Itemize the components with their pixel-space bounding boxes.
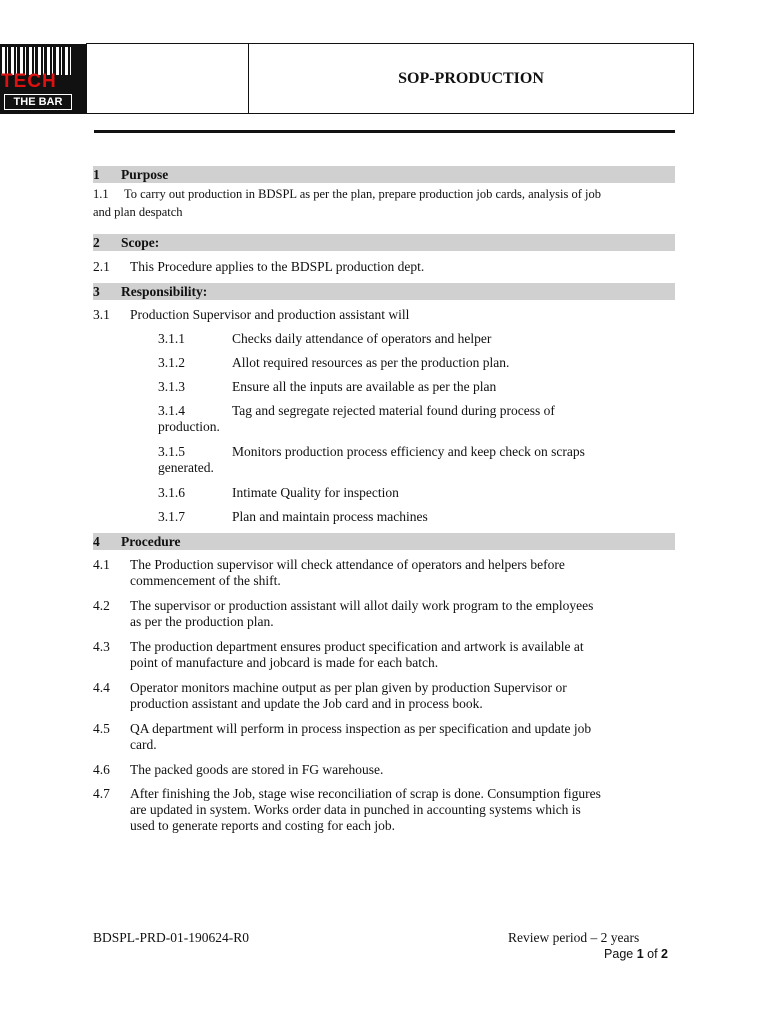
responsibility-item [158,485,678,501]
item-line: are updated in system. Works order data in punched in accounting systems which is [130,802,581,817]
item-line: as per the production plan. [130,614,274,629]
item-number: 1.1 [93,187,109,201]
section-responsibility-heading [93,283,675,300]
item-number: 4.3 [93,639,110,654]
item-number: 4.2 [93,598,110,613]
item-line: The packed goods are stored in FG warehouse. [130,762,384,777]
item-text [130,598,593,630]
page-number [604,947,668,961]
item-line: Operator monitors machine output as per plan given by production Supervisor or [130,680,567,695]
item-text [130,762,383,778]
section-scope-heading [93,234,675,251]
page-current: 1 [636,947,644,961]
section-procedure-heading [93,533,675,550]
section-number: 4 [93,534,100,549]
item-number: 3.1.4 [158,403,185,418]
section-number: 2 [93,235,100,250]
review-period: Review period – 2 years [508,930,640,945]
item-text: Monitors production process efficiency and keep check on scraps [232,444,585,459]
logo-mark: TECH [1,71,57,92]
item-number: 3.1.6 [158,485,185,500]
item-text: This Procedure applies to the BDSPL production dept. [130,259,425,274]
item-number: 3.1.2 [158,355,185,370]
item-number: 3.1.5 [158,444,185,459]
item-text: Production Supervisor and production assistant will [130,307,410,322]
item-text [130,721,591,753]
item-text-cont: production. [158,419,220,434]
header-rule [94,130,675,133]
section-number: 1 [93,167,100,182]
item-line: commencement of the shift. [130,573,281,588]
item-line: After finishing the Job, stage wise reconciliation of scrap is done. Consumption figures [130,786,601,801]
item-number: 3.1.3 [158,379,185,394]
item-line: production assistant and update the Job card and in process book. [130,696,483,711]
item-number: 3.1.7 [158,509,185,524]
section-label: Scope: [121,235,160,250]
section-label: Responsibility: [121,284,208,299]
section-purpose-heading [93,166,675,183]
item-number: 4.7 [93,786,110,801]
item-number: 4.4 [93,680,110,695]
item-line: The supervisor or production assistant will allot daily work program to the employees [130,598,594,613]
item-text-cont: generated. [158,460,214,475]
company-logo [0,44,86,114]
header-box [86,43,694,114]
responsibility-item [158,379,678,395]
item-text: Allot required resources as per the production plan. [232,355,510,370]
page-title: SOP-PRODUCTION [398,69,544,87]
item-number: 4.1 [93,557,110,572]
item-text: Tag and segregate rejected material found during process of [232,403,555,418]
item-line: card. [130,737,157,752]
responsibility-item [158,444,678,476]
item-text: Checks daily attendance of operators and helper [232,331,492,346]
item-number: 4.6 [93,762,110,777]
item-text: Ensure all the inputs are available as per the plan [232,379,497,394]
item-text [130,639,584,671]
item-text [130,557,565,589]
section-number: 3 [93,284,100,299]
item-text: Intimate Quality for inspection [232,485,399,500]
document-id: BDSPL-PRD-01-190624-R0 [93,930,250,945]
page-total: 2 [661,947,668,961]
item-text [130,786,601,834]
page-prefix: Page [604,947,637,961]
responsibility-item [158,509,678,525]
item-number: 4.5 [93,721,110,736]
section-label: Purpose [121,167,169,182]
item-number: 3.1.1 [158,331,185,346]
item-line: QA department will perform in process inspection as per specification and update job [130,721,592,736]
logo-tagline: THE BAR [4,94,72,110]
item-text [130,680,567,712]
item-text: Plan and maintain process machines [232,509,428,524]
item-number: 3.1 [93,307,110,322]
item-text: To carry out production in BDSPL as per the plan, prepare production job cards, analysis of job [124,187,602,201]
item-line: The production department ensures product specification and artwork is available at [130,639,584,654]
item-text-cont: and plan despatch [93,205,183,219]
item-number: 2.1 [93,259,110,274]
item-line: The Production supervisor will check attendance of operators and helpers before [130,557,565,572]
page-of: of [643,947,662,961]
section-label: Procedure [121,534,181,549]
item-line: used to generate reports and costing for each job. [130,818,396,833]
responsibility-item [158,331,678,347]
responsibility-item [158,355,678,371]
responsibility-item [158,403,678,435]
item-line: point of manufacture and jobcard is made for each batch. [130,655,439,670]
